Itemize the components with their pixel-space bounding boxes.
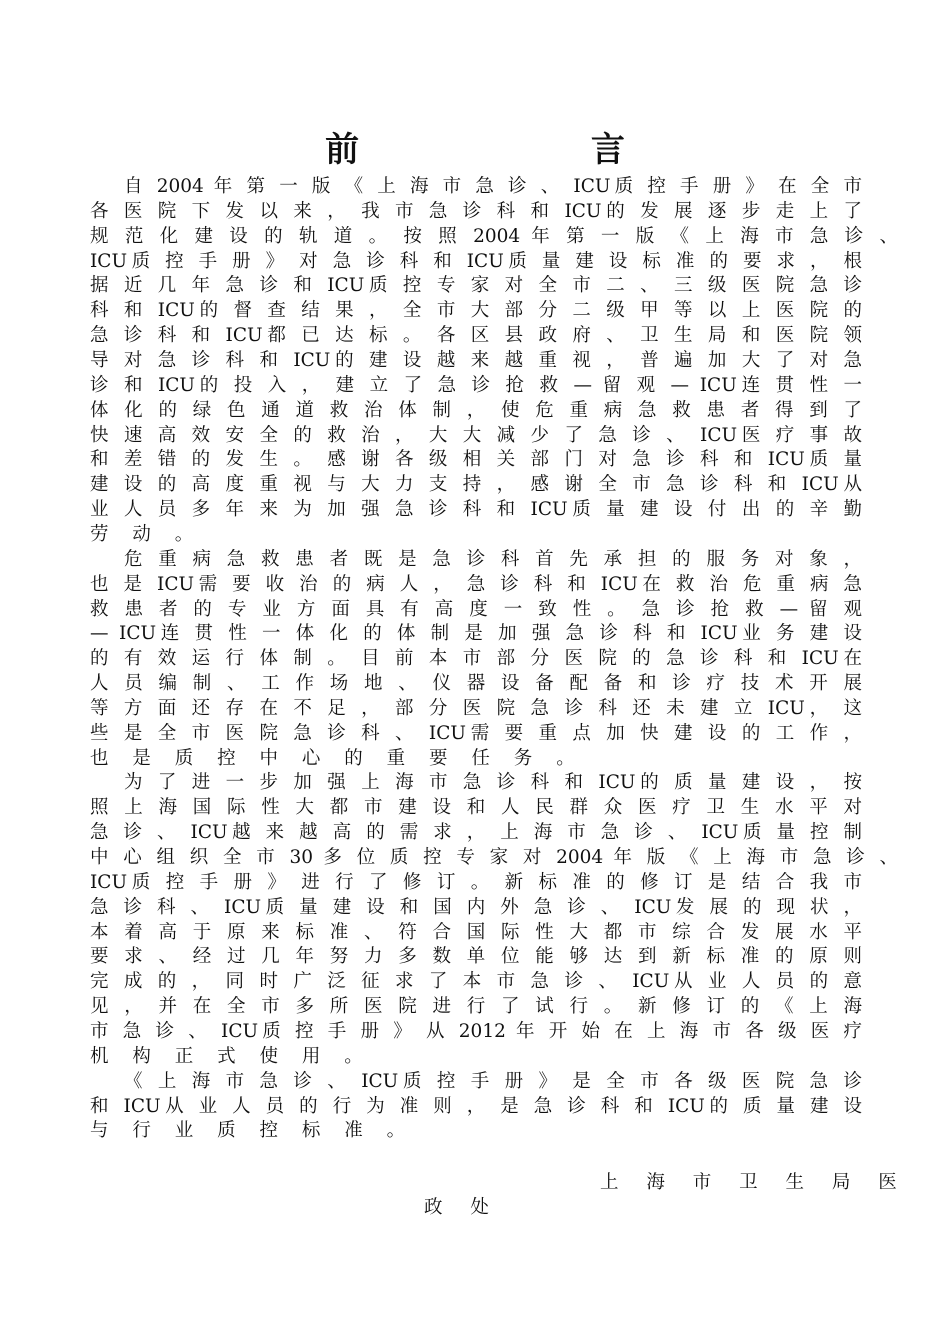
paragraph-1-line-4: ICU质 控 手 册 》 对 急 诊 科 和 ICU质 量 建 设 标 准 的 要 求 ， 根 [90, 250, 862, 272]
paragraph-1-line-12: 和 差 错 的 发 生 。 感 谢 各 级 相 关 部 门 对 急 诊 科 和 ICU质 量 [90, 449, 862, 471]
paragraph-2-line-3: 救 患 者 的 专 业 方 面 具 有 高 度 一 致 性 。 急 诊 抢 救 — 留 观 [90, 598, 862, 620]
paragraph-3-line-6: 急 诊 科 、 ICU质 量 建 设 和 国 内 外 急 诊 、 ICU发 展 的 现 状 ， [90, 896, 862, 918]
paragraph-2-line-2: 也 是 ICU需 要 收 治 的 病 人 ， 急 诊 科 和 ICU在 救 治 危 重 病 急 [90, 573, 862, 595]
paragraph-3-line-5: ICU质 控 手 册 》 进 行 了 修 订 。 新 标 准 的 修 订 是 结 合 我 市 [90, 871, 862, 893]
paragraph-1-line-9: 诊 和 ICU的 投 入 ， 建 立 了 急 诊 抢 救 — 留 观 — ICU连 贯 性 一 [90, 374, 862, 396]
paragraph-3-line-11: 市 急 诊 、 ICU质 控 手 册 》 从 2012 年 开 始 在 上 海 市 各 级 医 疗 [90, 1020, 862, 1042]
paragraph-3-line-4: 中 心 组 织 全 市 30 多 位 质 控 专 家 对 2004 年 版 《 上 海 市 急 诊 、 [90, 847, 898, 868]
paragraph-3-line-2: 照 上 海 国 际 性 大 都 市 建 设 和 人 民 群 众 医 疗 卫 生 水 平 对 [90, 797, 862, 819]
paragraph-2-line-8: 些 是 全 市 医 院 急 诊 科 、 ICU需 要 重 点 加 快 建 设 的 工 作 ， [90, 722, 862, 744]
paragraph-2-line-4: — ICU连 贯 性 一 体 化 的 体 制 是 加 强 急 诊 科 和 ICU业 务 建 设 [90, 623, 862, 645]
page-title: 前 言 [325, 130, 735, 170]
paragraph-1-line-10: 体 化 的 绿 色 通 道 救 治 体 制 ， 使 危 重 病 急 救 患 者 得 到 了 [90, 399, 862, 421]
paragraph-1-line-13: 建 设 的 高 度 重 视 与 大 力 支 持 ， 感 谢 全 市 急 诊 科 和 ICU从 [90, 474, 862, 496]
signature-line-1: 上 海 市 卫 生 局 医 [600, 1172, 908, 1193]
paragraph-3-line-3: 急 诊 、 ICU越 来 越 高 的 需 求 ， 上 海 市 急 诊 、 ICU质 量 控 制 [90, 822, 862, 844]
paragraph-2-line-7: 等 方 面 还 存 在 不 足 ， 部 分 医 院 急 诊 科 还 未 建 立 ICU， 这 [90, 697, 862, 719]
paragraph-2-line-6: 人 员 编 制 、 工 作 场 地 、 仪 器 设 备 配 备 和 诊 疗 技 术 开 展 [90, 673, 862, 694]
paragraph-3-line-8: 要 求 、 经 过 几 年 努 力 多 数 单 位 能 够 达 到 新 标 准 的 原 则 [90, 946, 862, 968]
paragraph-2-line-1: 危 重 病 急 救 患 者 既 是 急 诊 科 首 先 承 担 的 服 务 对 象 ， [124, 548, 862, 570]
paragraph-4-line-3: 与 行 业 质 控 标 准 。 [90, 1120, 415, 1142]
paragraph-3-line-7: 本 着 高 于 原 来 标 准 、 符 合 国 际 性 大 都 市 综 合 发 展 水 平 [90, 921, 862, 943]
paragraph-1-line-5: 据 近 几 年 急 诊 和 ICU质 控 专 家 对 全 市 二 、 三 级 医 院 急 诊 [90, 275, 862, 297]
paragraph-1-line-15: 劳 动 。 [90, 523, 203, 545]
paragraph-4-line-1: 《 上 海 市 急 诊 、 ICU质 控 手 册 》 是 全 市 各 级 医 院 急 诊 [124, 1070, 862, 1092]
paragraph-1-line-7: 急 诊 科 和 ICU都 已 达 标 。 各 区 县 政 府 、 卫 生 局 和 医 院 领 [90, 325, 862, 347]
paragraph-3-line-12: 机 构 正 式 使 用 。 [90, 1045, 372, 1067]
paragraph-4-line-2: 和 ICU从 业 人 员 的 行 为 准 则 ， 是 急 诊 科 和 ICU的 质 量 建 设 [90, 1095, 862, 1117]
paragraph-1-line-11: 快 速 高 效 安 全 的 救 治 ， 大 大 减 少 了 急 诊 、 ICU医 疗 事 故 [90, 424, 862, 446]
paragraph-3-line-10: 见 ， 并 在 全 市 多 所 医 院 进 行 了 试 行 。 新 修 订 的 《 上 海 [90, 996, 862, 1018]
paragraph-1-line-6: 科 和 ICU的 督 查 结 果 ， 全 市 大 部 分 二 级 甲 等 以 上 医 院 的 [90, 300, 862, 322]
paragraph-1-line-14: 业 人 员 多 年 来 为 加 强 急 诊 科 和 ICU质 量 建 设 付 出 的 辛 勤 [90, 499, 862, 521]
paragraph-1-line-1: 自 2004 年 第 一 版 《 上 海 市 急 诊 、 ICU质 控 手 册 》 在 全 市 [124, 176, 862, 197]
paragraph-2-line-9: 也 是 质 控 中 心 的 重 要 任 务 。 [90, 747, 584, 769]
paragraph-3-line-9: 完 成 的 ， 同 时 广 泛 征 求 了 本 市 急 诊 、 ICU从 业 人 员 的 意 [90, 971, 862, 993]
paragraph-2-line-5: 的 有 效 运 行 体 制 。 目 前 本 市 部 分 医 院 的 急 诊 科 和 ICU在 [90, 648, 862, 670]
paragraph-1-line-3: 规 范 化 建 设 的 轨 道 。 按 照 2004 年 第 一 版 《 上 海 市 急 诊 、 [90, 225, 898, 247]
paragraph-1-line-8: 导 对 急 诊 科 和 ICU的 建 设 越 来 越 重 视 ， 普 遍 加 大 了 对 急 [90, 350, 862, 371]
paragraph-1-line-2: 各 医 院 下 发 以 来 ， 我 市 急 诊 科 和 ICU的 发 展 逐 步 走 上 了 [90, 200, 862, 222]
paragraph-3-line-1: 为 了 进 一 步 加 强 上 海 市 急 诊 科 和 ICU的 质 量 建 设 ， 按 [124, 772, 862, 794]
signature-line-2: 政 处 [424, 1197, 500, 1218]
